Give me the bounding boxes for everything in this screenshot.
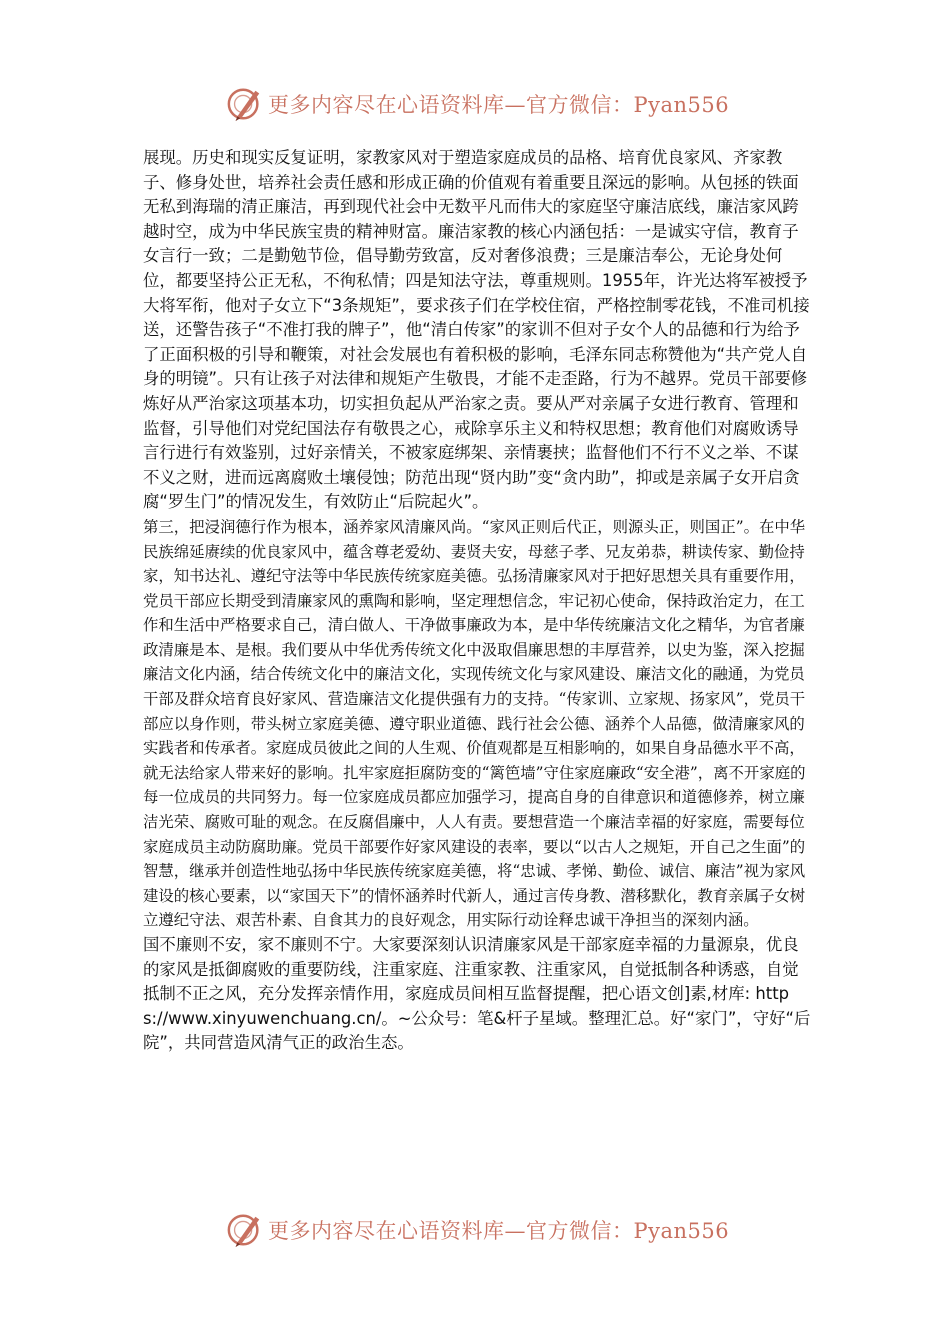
paragraph-3: 国不廉则不安，家不廉则不宁。大家要深刻认识清廉家风是干部家庭幸福的力量源泉，优良的家风是抵御腐败的重要防线，注重家庭、注重家教、注重家风，自觉抵制各种诱惑，自觉抵制不正之风，充分发挥亲情作用，家庭成员间相互监督提醒，把心语文创]素,材库: https://www.xinyuwenchuang.cn/。~公众号：笔&杆子星域。整理汇总。好“家门”，守好“后院”，共同营造风清气正的政治生态。	[143, 935, 811, 1053]
header-watermark	[226, 84, 729, 124]
watermark-text: 更多内容尽在心语资料库—官方微信：Pyan556	[268, 1219, 730, 1243]
pen-logo-icon	[226, 1211, 264, 1249]
paragraph-1: 展现。历史和现实反复证明，家教家风对于塑造家庭成员的品格、培育优良家风、齐家教子、修身处世，培养社会责任感和形成正确的价值观有着重要且深远的影响。从包拯的铁面无私到海瑞的清正廉洁，再到现代社会中无数平凡而伟大的家庭坚守廉洁底线，廉洁家风跨越时空，成为中华民族宝贵的精神财富。廉洁家教的核心内涵包括：一是诚实守信，教育子女言行一致；二是勤勉节俭，倡导勤劳致富，反对奢侈浪费；三是廉洁奉公，无论身处何位，都要坚持公正无私，不徇私情；四是知法守法，尊重规则。1955年，许光达将军被授予大将军衔，他对子女立下“3条规矩”，要求孩子们在学校住宿，严格控制零花钱，不准司机接送，还警告孩子“不准打我的牌子”，他“清白传家”的家训不但对子女个人的品德和行为给予了正面积极的引导和鞭策，对社会发展也有着积极的影响，毛泽东同志称赞他为“共产党人自身的明镜”。只有让孩子对法律和规矩产生敬畏，才能不走歪路，行为不越界。党员干部要修炼好从严治家这项基本功，切实担负起从严治家之责。要从严对亲属子女进行教育、管理和监督，引导他们对党纪国法存有敬畏之心，戒除享乐主义和特权思想；教育他们对腐败诱导言行进行有效鉴别，过好亲情关，不被家庭绑架、亲情裹挟；监督他们不行不义之举、不谋不义之财，进而远离腐败土壤侵蚀；防范出现“贤内助”变“贪内助”，抑或是亲属子女开启贪腐“罗生门”的情况发生，有效防止“后院起火”。	[143, 148, 810, 512]
watermark-text: 更多内容尽在心语资料库—官方微信：Pyan556	[268, 93, 730, 117]
document-body	[143, 146, 811, 1056]
paragraph-2: 第三，把浸润德行作为根本，涵养家风清廉风尚。“家风正则后代正，则源头正，则国正”。在中华民族绵延赓续的优良家风中，蕴含尊老爱幼、妻贤夫安，母慈子孝、兄友弟恭，耕读传家、勤俭持家，知书达礼、遵纪守法等中华民族传统家庭美德。弘扬清廉家风对于把好思想关具有重要作用，党员干部应长期受到清廉家风的熏陶和影响，坚定理想信念，牢记初心使命，保持政治定力，在工作和生活中严格要求自己，清白做人、干净做事廉政为本，是中华传统廉洁文化之精华，为官者廉政清廉是本、是根。我们要从中华优秀传统文化中汲取倡廉思想的丰厚营养，以史为鉴，深入挖掘廉洁文化内涵，结合传统文化中的廉洁文化，实现传统文化与家风建设、廉洁文化的融通，为党员干部及群众培育良好家风、营造廉洁文化提供强有力的支持。“传家训、立家规、扬家风”，党员干部应以身作则，带头树立家庭美德、遵守职业道德、践行社会公德、涵养个人品德，做清廉家风的实践者和传承者。家庭成员彼此之间的人生观、价值观都是互相影响的，如果自身品德水平不高，就无法给家人带来好的影响。扎牢家庭拒腐防变的“篱笆墙”守住家庭廉政“安全港”，离不开家庭的每一位成员的共同努力。每一位家庭成员都应加强学习，提高自身的自律意识和道德修养，树立廉洁光荣、腐败可耻的观念。在反腐倡廉中，人人有责。要想营造一个廉洁幸福的好家庭，需要每位家庭成员主动防腐助廉。党员干部要作好家风建设的表率，要以“以古人之规矩，开自己之生面”的智慧，继承并创造性地弘扬中华民族传统家庭美德，将“忠诚、孝悌、勤俭、诚信、廉洁”视为家风建设的核心要素，以“家国天下”的情怀涵养时代新人，通过言传身教、潜移默化，教育亲属子女树立遵纪守法、艰苦朴素、自食其力的良好观念，用实际行动诠释忠诚干净担当的深刻内涵。	[143, 517, 806, 930]
pen-logo-icon	[226, 85, 264, 123]
footer-watermark	[226, 1210, 729, 1250]
